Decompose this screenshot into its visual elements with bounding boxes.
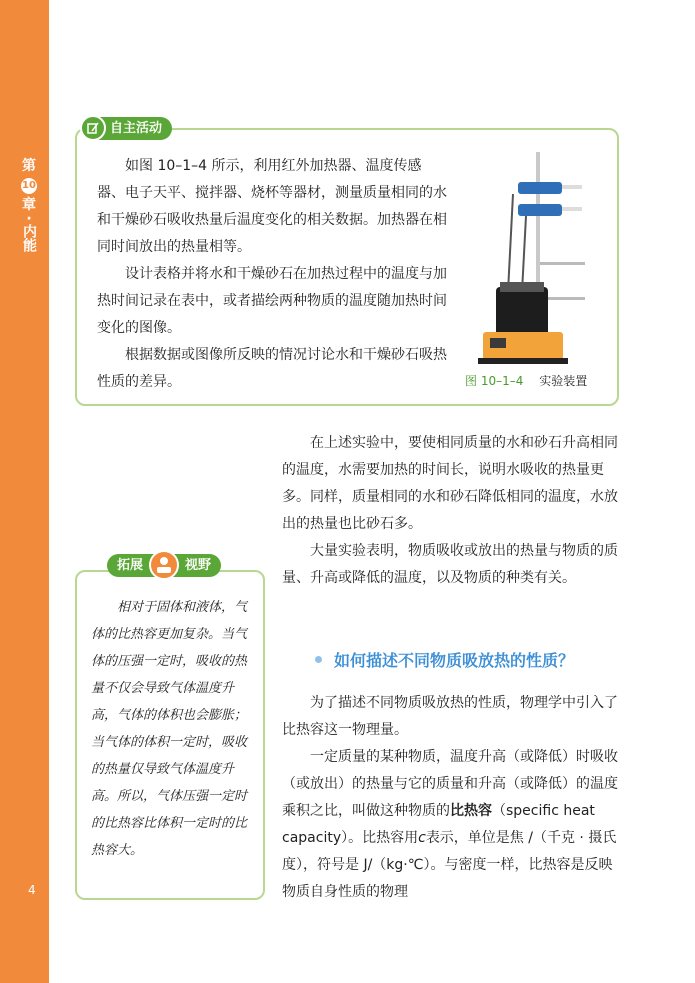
figure-caption: [465, 372, 587, 389]
symbol: c: [418, 830, 426, 846]
chapter-side-bar: [0, 0, 49, 983]
body-paragraph: 一定质量的某种物质，温度升高（或降低）时吸收（或放出）的热量与它的质量和升高（或降低）的温度乘积之比，叫做这种物质的比热容（specific heat capacity）。比热容用c表示，单位是焦 /（千克 · 摄氏度），符号是 J/（kg·℃）。与密度一样，比热容是反映物质自身性质的物理: [282, 749, 618, 900]
section-heading-text: 如何描述不同物质吸放热的性质？: [334, 651, 575, 670]
term-highlight: 比热容: [450, 803, 492, 819]
page-number: 4: [28, 883, 36, 897]
body-paragraph: 为了描述不同物质吸放热的性质，物理学中引入了比热容这一物理量。: [282, 695, 618, 738]
section-text: [282, 690, 622, 906]
extension-paragraph: 相对于固体和液体，气体的比热容更加复杂。当气体的压强一定时，吸收的热量不仅会导致气体温度升高，气体的体积也会膨胀；当气体的体积一定时，吸收的热量仅导致气体温度升高。所以，气体压强一定时的比热容比体积一定时的比热容大。: [91, 600, 248, 858]
activity-badge: [80, 116, 172, 140]
chapter-suffix: 章: [22, 197, 36, 213]
chapter-separator: ·: [26, 211, 32, 227]
activity-text: [97, 153, 447, 396]
experiment-apparatus-image: [478, 152, 588, 370]
section-heading: [315, 648, 574, 671]
chapter-number: 10: [21, 178, 37, 194]
chapter-prefix: 第: [22, 158, 36, 174]
bullet-icon: [315, 656, 322, 663]
extension-badge: [107, 550, 221, 580]
chapter-title: [19, 157, 39, 257]
activity-label: 自主活动: [94, 117, 172, 140]
figure-title: 实验装置: [539, 374, 588, 388]
figure-number: 图 10–1–4: [465, 374, 524, 388]
activity-paragraph: 根据数据或图像所反映的情况讨论水和干燥砂石吸热性质的差异。: [97, 347, 447, 390]
extension-text: [91, 594, 256, 864]
activity-paragraph: 如图 10–1–4 所示，利用红外加热器、温度传感器、电子天平、搅拌器、烧杯等器材，测量质量相同的水和干燥砂石吸收热量后温度变化的相关数据。加热器在相同时间放出的热量相等。: [97, 158, 447, 255]
extension-label-right: 视野: [169, 554, 221, 577]
body-paragraph: 大量实验表明，物质吸收或放出的热量与物质的质量、升高或降低的温度，以及物质的种类有关。: [282, 543, 618, 586]
main-text: [282, 430, 622, 592]
body-paragraph: 在上述实验中，要使相同质量的水和砂石升高相同的温度，水需要加热的时间长，说明水吸收的热量更多。同样，质量相同的水和砂石降低相同的温度，水放出的热量也比砂石多。: [282, 435, 618, 532]
reader-icon: [149, 550, 179, 580]
activity-paragraph: 设计表格并将水和干燥砂石在加热过程中的温度与加热时间记录在表中，或者描绘两种物质的温度随加热时间变化的图像。: [97, 266, 447, 336]
pencil-icon: [80, 115, 106, 141]
extension-label-left: 拓展: [107, 554, 159, 577]
chapter-name: 内能: [21, 224, 37, 252]
